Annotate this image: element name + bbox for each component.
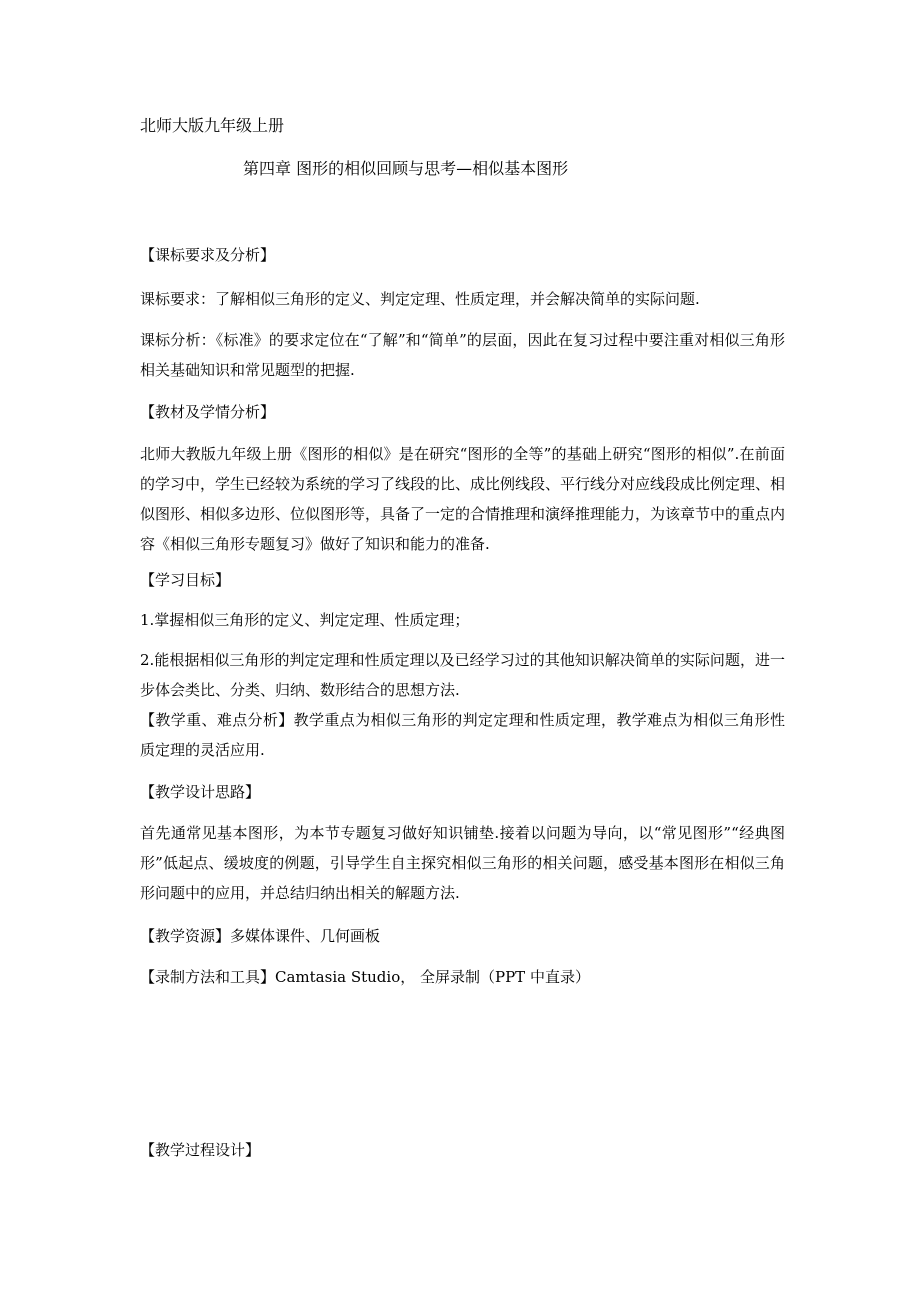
design-body: 首先通常见基本图形，为本节专题复习做好知识铺垫.接着以问题为导向，以“常见图形”“经典图形”低起点、缓坡度的例题，引导学生自主探究相似三角形的相关问题，感受基本图形在相似三角形问题中的应用，并总结归纳出相关的解题方法. bbox=[140, 824, 785, 902]
curriculum-heading: 【课标要求及分析】 bbox=[140, 246, 276, 264]
process-heading: 【教学过程设计】 bbox=[140, 1141, 261, 1159]
resources-line bbox=[140, 922, 790, 950]
textbook-body: 北师大教版九年级上册《图形的相似》是在研究“图形的全等”的基础上研究“图形的相似”.在前面的学习中，学生已经较为系统的学习了线段的比、成比例线段、平行线分对应线段成比例定理、相似图形、相似多边形、位似图形等，具备了一定的合情推理和演绎推理能力，为该章节中的重点内容《相似三角形专题复习》做好了知识和能力的准备. bbox=[140, 445, 786, 553]
objective-item-2: 2.能根据相似三角形的判定定理和性质定理以及已经学习过的其他知识解决简单的实际问题，进一步体会类比、分类、归纳、数形结合的思想方法. bbox=[140, 651, 785, 699]
design-heading: 【教学设计思路】 bbox=[140, 783, 261, 801]
key-points-paragraph bbox=[140, 705, 785, 765]
recording-line bbox=[140, 963, 790, 991]
recording-heading: 【录制方法和工具】 bbox=[140, 968, 276, 986]
chapter-title: 第四章 图形的相似回顾与思考—相似基本图形 bbox=[243, 159, 569, 178]
key-points-heading: 【教学重、难点分析】 bbox=[140, 711, 294, 729]
curriculum-requirement: 课标要求：了解相似三角形的定义、判定定理、性质定理，并会解决简单的实际问题. bbox=[140, 290, 700, 308]
grade-label: 北师大版九年级上册 bbox=[140, 116, 285, 135]
resources-heading: 【教学资源】 bbox=[140, 927, 231, 945]
objectives-heading: 【学习目标】 bbox=[140, 571, 231, 589]
curriculum-analysis: 课标分析：《标准》的要求定位在“了解”和“简单”的层面，因此在复习过程中要注重对相似三角形相关基础知识和常见题型的把握. bbox=[140, 331, 785, 379]
textbook-heading: 【教材及学情分析】 bbox=[140, 403, 276, 421]
resources-body: 多媒体课件、几何画板 bbox=[230, 927, 381, 945]
objective-item-1: 1.掌握相似三角形的定义、判定定理、性质定理； bbox=[140, 611, 470, 629]
key-points-body: 教学重点为相似三角形的判定定理和性质定理，教学难点为相似三角形性质定理的灵活应用. bbox=[140, 711, 785, 759]
recording-body: Camtasia Studio， 全屏录制（PPT 中直录） bbox=[275, 968, 590, 986]
